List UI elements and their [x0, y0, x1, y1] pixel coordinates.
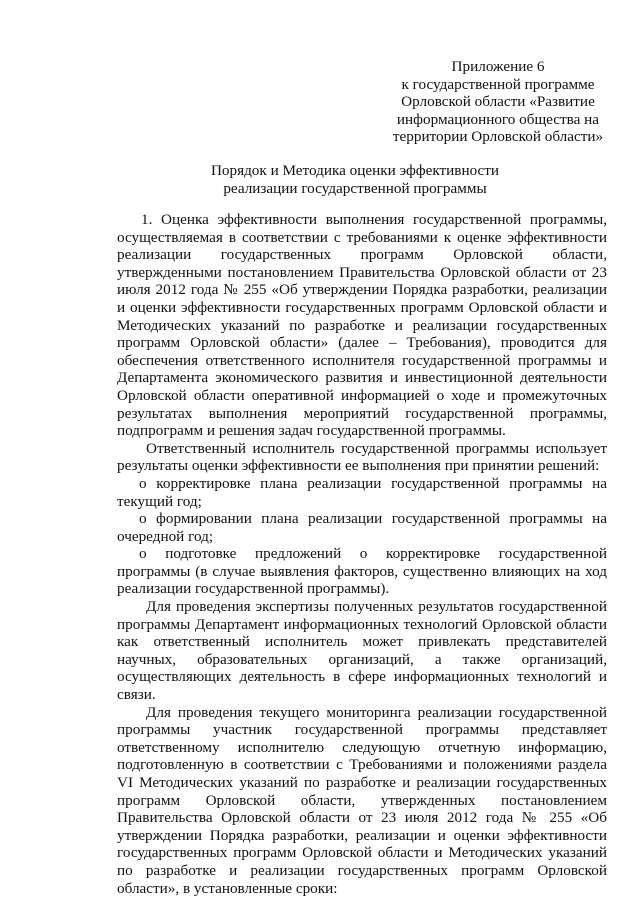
- title-line-2: реализации государственной программы: [223, 179, 487, 197]
- paragraph-4: Для проведения текущего мониторинга реализации государственной программы участник государственной программы представляет ответственному исполнителю следующую отчетную информацию, подготовленную в соответствии с Требованиями и положениями раздела VI Методических указаний по разработке и реализации государственных программ Орловской области, утвержденных постановлением Правительства Орловской области от 23 июля 2012 года № 255 «Об утверждении Порядка разработки, реализации и оценки эффективности государственных программ Орловской области и Методических указаний по разработке и реализации государственных программ Орловской области», в установленные сроки:: [117, 703, 607, 897]
- list-item-1: о корректировке плана реализации государственной программы на текущий год;: [117, 474, 607, 510]
- annex-line: Орловской области «Развитие: [401, 93, 595, 111]
- list-item-3: о подготовке предложений о корректировке государственной программы (в случае выявления факторов, существенно влияющих на ход реализации государственной программы).: [117, 545, 607, 598]
- document-body: [117, 211, 607, 897]
- paragraph-2: Ответственный исполнитель государственной программы использует результаты оценки эффективности ее выполнения при принятии решений:: [117, 439, 607, 475]
- annex-line: Приложение 6: [451, 58, 545, 75]
- list-item-2: о формировании плана реализации государственной программы на очередной год;: [117, 510, 607, 545]
- annex-line: к государственной программе: [401, 75, 595, 93]
- paragraph-3: Для проведения экспертизы полученных результатов государственной программы Департамент информационных технологий Орловской области как ответственный исполнитель может привлекать представителей научных, образовательных организаций, а также организаций, осуществляющих деятельность в сфере информационных технологий и связи.: [117, 598, 607, 704]
- document-title: [0, 162, 639, 197]
- paragraph-1: 1. Оценка эффективности выполнения государственной программы, осуществляемая в соответствии с требованиями к оценке эффективности реализации государственных программ Орловской области, утвержденными постановлением Правительства Орловской области от 23 июля 2012 года № 255 «Об утверждении Порядка разработки, реализации и оценки эффективности государственных программ Орловской области и Методических указаний по разработке и реализации государственных программ Орловской области» (далее – Требования), проводится для обеспечения ответственного исполнителя государственной программы и Департамента экономического развития и инвестиционной деятельности Орловской области оперативной информацией о ходе и промежуточных результатах выполнения мероприятий государственной программы, подпрограмм и решения задач государственной программы.: [117, 211, 607, 440]
- annex-line: территории Орловской области»: [392, 128, 604, 146]
- annex-header: [380, 58, 616, 146]
- annex-line: информационного общества на: [396, 110, 600, 128]
- title-line-1: Порядок и Методика оценки эффективности: [210, 162, 500, 179]
